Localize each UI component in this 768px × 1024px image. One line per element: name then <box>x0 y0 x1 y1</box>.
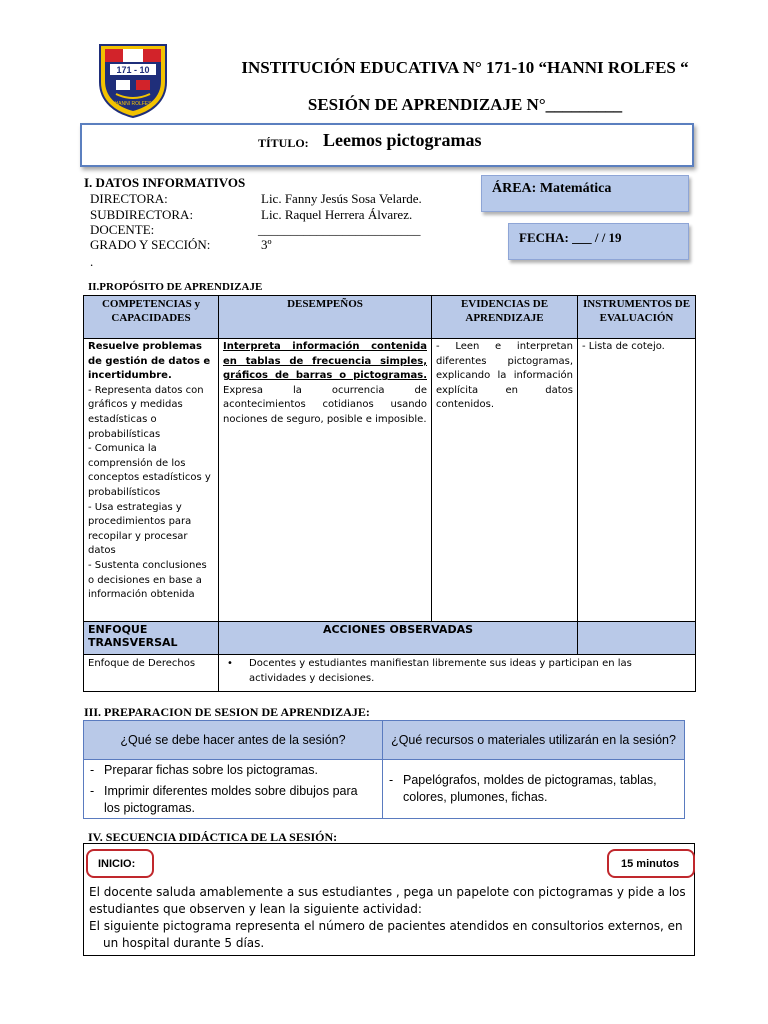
enfoque-value: Enfoque de Derechos <box>84 655 219 692</box>
empty-header-cell <box>578 622 696 655</box>
session-title: SESIÓN DE APRENDIZAJE N°_________ <box>307 95 623 114</box>
directora-label: DIRECTORA: <box>90 191 168 206</box>
school-logo <box>96 42 170 118</box>
evidencias-cell: - Leen e interpretan diferentes pictogramas, explicando la información explícita en datos contenidos. <box>432 339 578 622</box>
secuencia-paragraph-1: El docente saluda amablemente a sus estudiantes , pega un papelote con pictogramas y pide a los estudiantes que observen y lean la siguiente actividad: <box>89 885 686 916</box>
recurso-item: Papelógrafos, moldes de pictogramas, tablas, colores, plumones, fichas. <box>403 773 657 804</box>
header-evidencias: EVIDENCIAS DE APRENDIZAJE <box>432 296 578 339</box>
institution-title: INSTITUCIÓN EDUCATIVA N° 171-10 “HANNI ROLFES “ <box>241 58 689 77</box>
area-text <box>492 181 611 197</box>
desempeno-bold: Interpreta información contenida en tablas de frecuencia simples, gráficos de barras o pictogramas. <box>223 341 427 382</box>
section-secuencia-heading: IV. SECUENCIA DIDÁCTICA DE LA SESIÓN: <box>88 830 338 844</box>
grado-value: 3º <box>261 237 272 252</box>
capacidad-item: - Usa estrategias y procedimientos para recopilar y procesar datos <box>88 501 192 557</box>
competencia-title: Resuelve problemas de gestión de datos e incertidumbre. <box>88 341 211 382</box>
title-label: TÍTULO: <box>258 136 309 150</box>
title-value: Leemos pictogramas <box>323 130 482 150</box>
proposito-table <box>83 295 696 692</box>
capacidad-item: - Representa datos con gráficos y medidas estadísticas o probabilísticas <box>88 384 204 440</box>
header-instrumentos: INSTRUMENTOS DE EVALUACIÓN <box>578 296 696 339</box>
enfoque-header-row <box>84 622 696 655</box>
header-competencias: COMPETENCIAS y CAPACIDADES <box>84 296 219 339</box>
desempenos-cell <box>219 339 432 622</box>
preparacion-col2-cell <box>383 760 685 819</box>
preparacion-header-row <box>84 721 685 760</box>
accion-value: Docentes y estudiantes manifiestan libremente sus ideas y participan en las actividades y decisiones. <box>249 658 632 684</box>
enfoque-row <box>84 655 696 692</box>
bullet-icon: • <box>227 658 233 669</box>
accion-cell <box>219 655 696 692</box>
accion-item <box>223 656 691 686</box>
preparacion-table <box>83 720 685 819</box>
grado-label: GRADO Y SECCIÓN: <box>90 237 211 252</box>
instrumentos-cell: - Lista de cotejo. <box>578 339 696 622</box>
secuencia-paragraph-2: El siguiente pictograma representa el número de pacientes atendidos en consultorios externos, en un hospital durante 5 días. <box>89 919 683 950</box>
preparacion-item: Imprimir diferentes moldes sobre dibujos para los pictogramas. <box>104 783 358 815</box>
section-datos-heading: I. DATOS INFORMATIVOS <box>84 175 246 190</box>
desempeno-rest: Expresa la ocurrencia de acontecimientos cotidianos usando nociones de seguro, posible e imposible. <box>223 384 427 425</box>
competencias-cell <box>84 339 219 622</box>
acciones-header: ACCIONES OBSERVADAS <box>219 622 578 655</box>
area-value: : Matemática <box>531 181 612 196</box>
list-item: - Imprimir diferentes moldes sobre dibujos para los pictogramas. <box>90 783 376 817</box>
fecha-text: FECHA: ___ / / 19 <box>519 230 622 245</box>
preparacion-item: Preparar fichas sobre los pictogramas. <box>104 762 318 777</box>
secuencia-text <box>89 884 689 952</box>
logo-subtext: HANNI ROLFES <box>114 101 152 107</box>
inicio-badge: INICIO: <box>86 849 154 878</box>
logo-number: 171 - 10 <box>116 65 150 75</box>
area-label: ÁREA <box>492 181 532 196</box>
stray-dot: . <box>90 254 94 269</box>
subdirectora-label: SUBDIRECTORA: <box>90 207 194 222</box>
header-desempenos: DESEMPEÑOS <box>219 296 432 339</box>
preparacion-body-row <box>84 760 685 819</box>
preparacion-col2-header: ¿Qué recursos o materiales utilizarán en la sesión? <box>383 721 685 760</box>
section-proposito-heading: II.PROPÓSITO DE APRENDIZAJE <box>88 281 263 293</box>
list-item: - Papelógrafos, moldes de pictogramas, tablas, colores, plumones, fichas. <box>389 772 678 806</box>
list-item: - Preparar fichas sobre los pictogramas. <box>90 762 318 777</box>
section-preparacion-heading: III. PREPARACION DE SESION DE APRENDIZAJE: <box>84 705 370 719</box>
directora-value: Lic. Fanny Jesús Sosa Velarde. <box>261 191 422 206</box>
preparacion-col1-header: ¿Qué se debe hacer antes de la sesión? <box>84 721 383 760</box>
capacidad-item: - Comunica la comprensión de los conceptos estadísticos y probabilísticos <box>88 443 211 498</box>
capacidad-item: - Sustenta conclusiones o decisiones en base a información obtenida <box>88 559 207 601</box>
proposito-header-row <box>84 296 696 339</box>
minutos-badge: 15 minutos <box>607 849 695 878</box>
subdirectora-value: Lic. Raquel Herrera Álvarez. <box>261 207 413 222</box>
docente-value: _________________________ <box>258 222 421 237</box>
preparacion-col1-cell <box>84 760 383 819</box>
proposito-body-row <box>84 339 696 622</box>
docente-label: DOCENTE: <box>90 222 155 237</box>
enfoque-header: ENFOQUE TRANSVERSAL <box>84 622 219 655</box>
